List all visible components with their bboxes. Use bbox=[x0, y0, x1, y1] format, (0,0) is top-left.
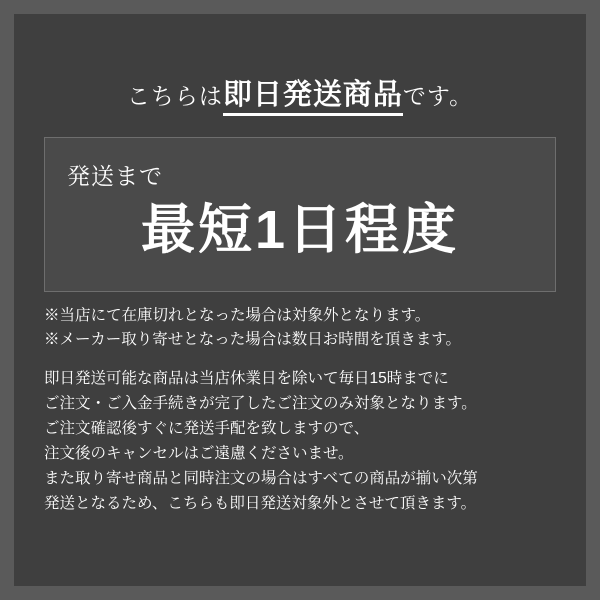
page-title bbox=[44, 72, 556, 113]
shipping-time-box bbox=[44, 137, 556, 292]
headline-prefix: こちらは bbox=[126, 83, 223, 109]
notes-list bbox=[44, 304, 556, 352]
headline-suffix: です。 bbox=[402, 83, 474, 109]
note-item: ※当店にて在庫切れとなった場合は対象外となります。 bbox=[44, 306, 431, 324]
description-line: また取り寄せ商品と同時注文の場合はすべての商品が揃い次第 bbox=[44, 469, 478, 487]
note-item: ※メーカー取り寄せとなった場合は数日お時間を頂きます。 bbox=[44, 330, 461, 348]
description-text bbox=[44, 366, 556, 517]
banner-inner bbox=[14, 14, 586, 586]
headline-emphasis: 即日発送商品 bbox=[223, 79, 403, 116]
description-line: 発送となるため、こちらも即日発送対象外とさせて頂きます。 bbox=[44, 495, 477, 513]
shipping-time-label: 発送まで bbox=[67, 163, 163, 189]
description-line: 注文後のキャンセルはご遠慮くださいませ。 bbox=[44, 444, 354, 462]
shipping-time-value: 最短1日程度 bbox=[140, 200, 460, 260]
description-line: 即日発送可能な商品は当店休業日を除いて毎日15時までに bbox=[44, 369, 449, 387]
description-line: ご注文・ご入金手続きが完了したご注文のみ対象となります。 bbox=[44, 394, 477, 412]
description-line: ご注文確認後すぐに発送手配を致しますので、 bbox=[44, 419, 370, 437]
